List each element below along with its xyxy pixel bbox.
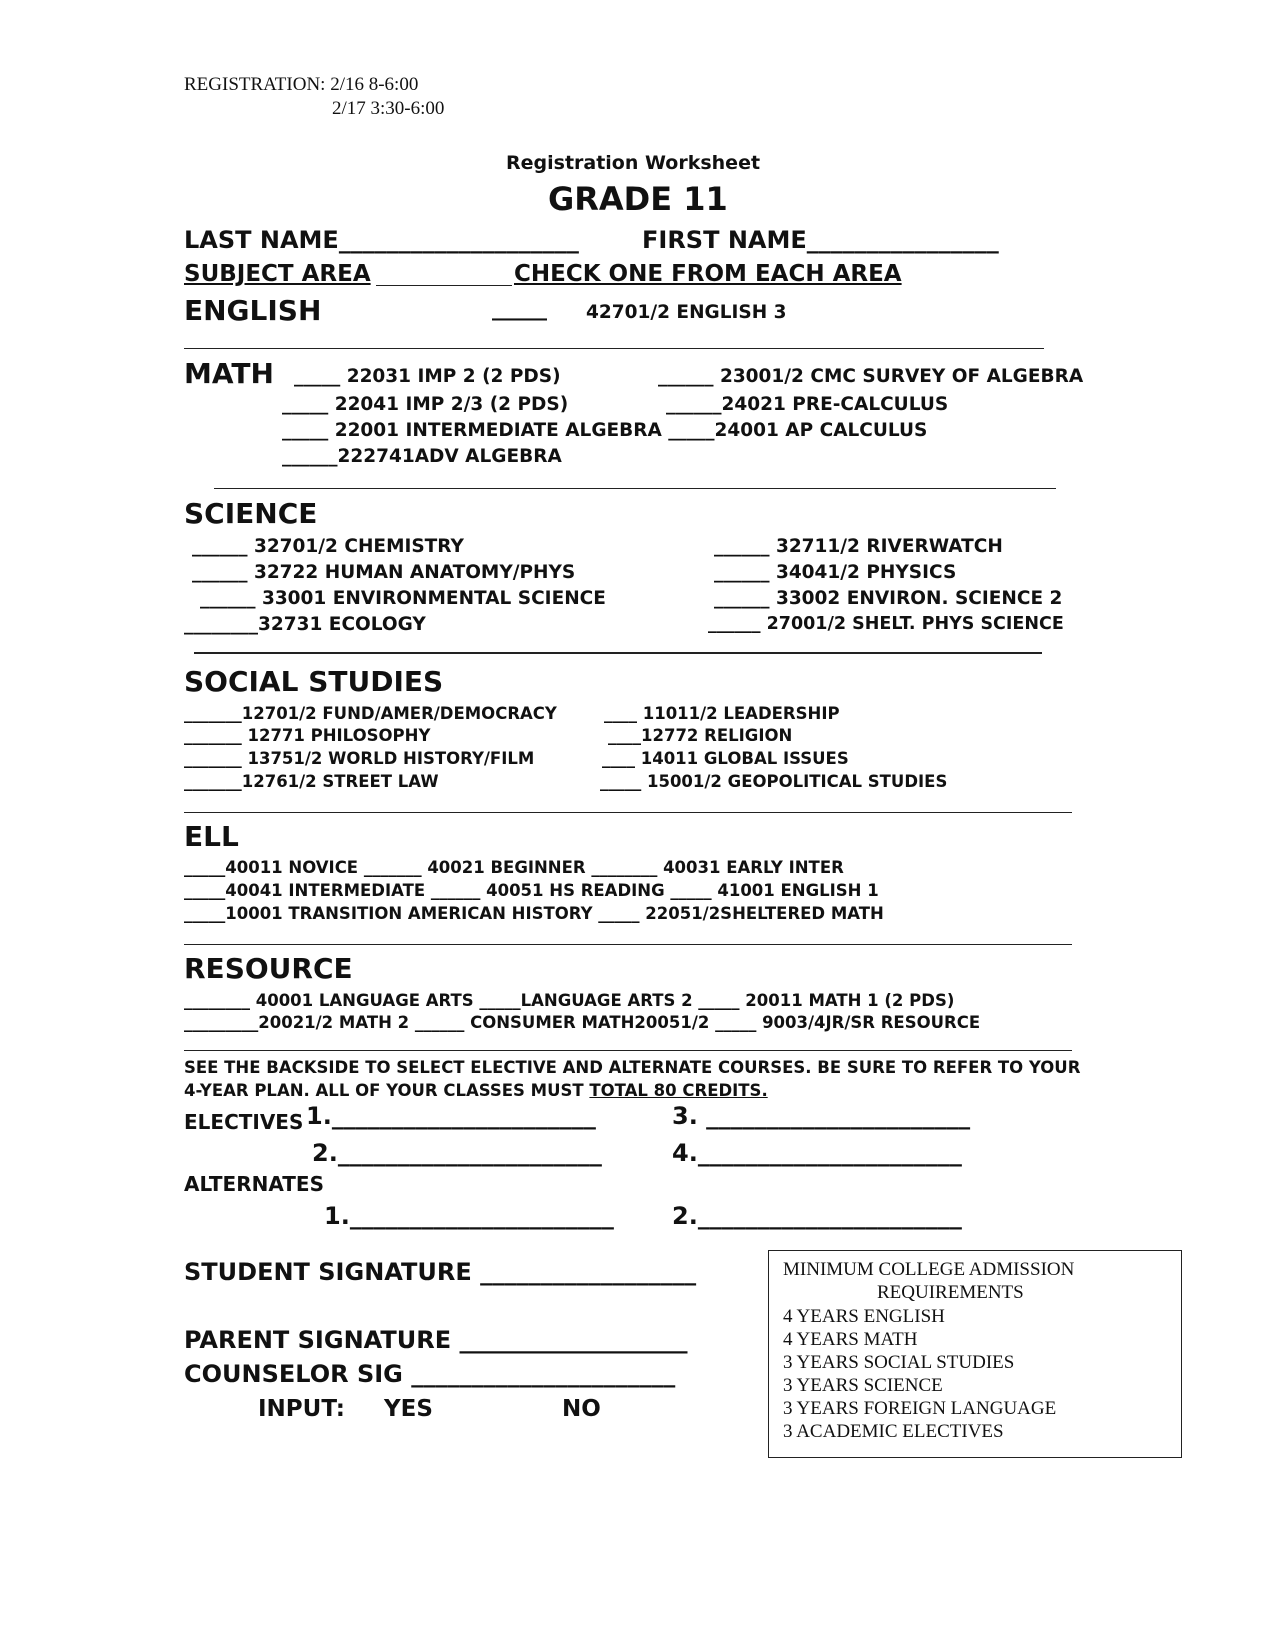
requirement-item: 4 YEARS MATH xyxy=(783,1329,918,1350)
math-course-22031[interactable]: _____ 22031 IMP 2 (2 PDS) xyxy=(294,366,561,387)
science-course-32701[interactable]: ______ 32701/2 CHEMISTRY xyxy=(192,536,464,557)
parent-signature-field[interactable]: PARENT SIGNATURE ___________________ xyxy=(184,1326,688,1354)
requirements-title-2: REQUIREMENTS xyxy=(877,1282,1024,1303)
college-requirements-box xyxy=(768,1250,1182,1458)
social-course-15001[interactable]: _____ 15001/2 GEOPOLITICAL STUDIES xyxy=(600,772,948,791)
elective-note-line-1: SEE THE BACKSIDE TO SELECT ELECTIVE AND ALTERNATE COURSES. BE SURE TO REFER TO YOUR xyxy=(184,1058,1081,1077)
divider xyxy=(184,812,1072,813)
resource-line-1[interactable]: ________ 40001 LANGUAGE ARTS _____LANGUAGE ARTS 2 _____ 20011 MATH 1 (2 PDS) xyxy=(184,991,955,1010)
resource-heading: RESOURCE xyxy=(184,952,353,985)
worksheet-title: Registration Worksheet xyxy=(506,152,761,174)
alternate-1-field[interactable]: 1.______________________ xyxy=(324,1202,614,1230)
science-course-32722[interactable]: ______ 32722 HUMAN ANATOMY/PHYS xyxy=(192,562,576,583)
elective-2-field[interactable]: 2.______________________ xyxy=(312,1139,602,1167)
subject-area-label: SUBJECT AREA xyxy=(184,261,371,287)
requirement-item: 3 YEARS FOREIGN LANGUAGE xyxy=(783,1398,1057,1419)
social-course-13751[interactable]: _______ 13751/2 WORLD HISTORY/FILM xyxy=(184,749,535,768)
math-course-24021[interactable]: ______24021 PRE-CALCULUS xyxy=(666,394,949,415)
divider xyxy=(184,1050,1072,1051)
divider xyxy=(194,652,1042,654)
check-one-label: CHECK ONE FROM EACH AREA xyxy=(514,261,902,287)
requirements-title-1: MINIMUM COLLEGE ADMISSION xyxy=(783,1259,1075,1280)
divider xyxy=(184,944,1072,945)
math-course-23001[interactable]: ______ 23001/2 CMC SURVEY OF ALGEBRA xyxy=(658,366,1084,387)
social-course-11011[interactable]: ____ 11011/2 LEADERSHIP xyxy=(604,704,840,723)
alternates-label: ALTERNATES xyxy=(184,1172,324,1196)
science-course-33002[interactable]: ______ 33002 ENVIRON. SCIENCE 2 xyxy=(714,588,1063,609)
social-studies-heading: SOCIAL STUDIES xyxy=(184,665,444,698)
divider xyxy=(214,488,1056,489)
social-course-12772[interactable]: ____12772 RELIGION xyxy=(608,726,793,745)
requirement-item: 4 YEARS ENGLISH xyxy=(783,1306,945,1327)
elective-1-field[interactable]: 1.______________________ xyxy=(306,1102,596,1130)
science-course-32731[interactable]: ________32731 ECOLOGY xyxy=(184,614,426,635)
english-course: 42701/2 ENGLISH 3 xyxy=(586,302,787,323)
grade-title: GRADE 11 xyxy=(548,180,728,218)
social-course-14011[interactable]: ____ 14011 GLOBAL ISSUES xyxy=(602,749,849,768)
social-course-12701[interactable]: _______12701/2 FUND/AMER/DEMOCRACY xyxy=(184,704,557,723)
alternate-2-field[interactable]: 2.______________________ xyxy=(672,1202,962,1230)
social-course-12771[interactable]: _______ 12771 PHILOSOPHY xyxy=(184,726,431,745)
registration-date-2: 2/17 3:30-6:00 xyxy=(332,98,445,119)
ell-heading: ELL xyxy=(184,820,239,853)
english-blank[interactable]: _____ xyxy=(492,296,547,321)
input-no[interactable]: NO xyxy=(562,1396,601,1422)
math-course-22001-24001[interactable]: _____ 22001 INTERMEDIATE ALGEBRA _____24001 AP CALCULUS xyxy=(282,420,928,441)
counselor-signature-field[interactable]: COUNSELOR SIG ______________________ xyxy=(184,1360,676,1388)
input-label: INPUT: xyxy=(258,1396,345,1422)
english-heading: ENGLISH xyxy=(184,294,322,327)
elective-4-field[interactable]: 4.______________________ xyxy=(672,1139,962,1167)
elective-note-line-2 xyxy=(184,1081,768,1100)
last-name-field[interactable]: LAST NAME____________________ xyxy=(184,226,579,254)
science-course-32711[interactable]: ______ 32711/2 RIVERWATCH xyxy=(714,536,1003,557)
input-yes[interactable]: YES xyxy=(384,1396,433,1422)
science-course-27001[interactable]: ______ 27001/2 SHELT. PHYS SCIENCE xyxy=(708,614,1064,634)
science-course-33001[interactable]: ______ 33001 ENVIRONMENTAL SCIENCE xyxy=(200,588,606,609)
electives-label: ELECTIVES xyxy=(184,1110,304,1134)
math-course-22041[interactable]: _____ 22041 IMP 2/3 (2 PDS) xyxy=(282,394,569,415)
social-course-12761[interactable]: _______12761/2 STREET LAW xyxy=(184,772,439,791)
divider xyxy=(184,348,1044,349)
requirement-item: 3 ACADEMIC ELECTIVES xyxy=(783,1421,1004,1442)
resource-line-2[interactable]: _________20021/2 MATH 2 ______ CONSUMER MATH20051/2 _____ 9003/4JR/SR RESOURCE xyxy=(184,1013,981,1032)
ell-line-3[interactable]: _____10001 TRANSITION AMERICAN HISTORY _____ 22051/2SHELTERED MATH xyxy=(184,904,884,923)
student-signature-field[interactable]: STUDENT SIGNATURE __________________ xyxy=(184,1258,697,1286)
ell-line-1[interactable]: _____40011 NOVICE _______ 40021 BEGINNER ________ 40031 EARLY INTER xyxy=(184,858,844,877)
elective-3-field[interactable]: 3. ______________________ xyxy=(672,1102,971,1130)
science-heading: SCIENCE xyxy=(184,497,318,530)
registration-date-1: REGISTRATION: 2/16 8-6:00 xyxy=(184,74,419,95)
first-name-field[interactable]: FIRST NAME________________ xyxy=(642,226,999,254)
ell-line-2[interactable]: _____40041 INTERMEDIATE ______ 40051 HS READING _____ 41001 ENGLISH 1 xyxy=(184,881,879,900)
elective-note-text: 4-YEAR PLAN. ALL OF YOUR CLASSES MUST xyxy=(184,1081,590,1100)
requirement-item: 3 YEARS SCIENCE xyxy=(783,1375,943,1396)
total-credits-text: TOTAL 80 CREDITS. xyxy=(589,1081,768,1100)
requirement-item: 3 YEARS SOCIAL STUDIES xyxy=(783,1352,1015,1373)
subject-area-underline xyxy=(376,285,512,286)
math-heading: MATH xyxy=(184,357,274,390)
math-course-222741[interactable]: ______222741ADV ALGEBRA xyxy=(282,446,562,467)
science-course-34041[interactable]: ______ 34041/2 PHYSICS xyxy=(714,562,957,583)
